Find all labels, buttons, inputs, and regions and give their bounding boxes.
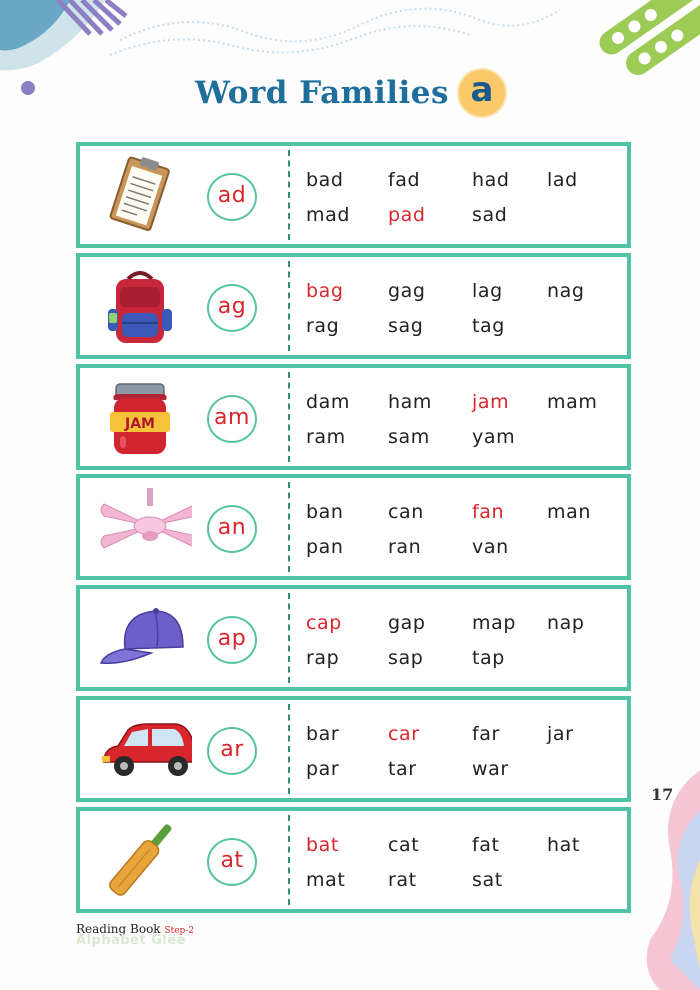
page-number: 17 (651, 785, 674, 804)
word: sag (388, 314, 424, 337)
word: van (472, 536, 509, 559)
word: bad (306, 169, 344, 191)
word-family-row (76, 585, 631, 691)
corner-decoration (590, 0, 700, 80)
word: cap (306, 612, 342, 635)
brand-watermark: Alphabet Glee (76, 933, 186, 948)
word: ham (388, 390, 432, 413)
ceiling-fan-icon (88, 486, 192, 570)
dashed-divider (288, 150, 290, 240)
word: mad (306, 204, 351, 226)
word: bar (306, 722, 340, 745)
family-label-ad: ad (207, 173, 257, 221)
dashed-divider (288, 815, 290, 905)
family-label-am: am (207, 395, 257, 443)
family-label-ap: ap (207, 616, 257, 664)
family-label-an: an (207, 505, 257, 553)
dashed-divider (288, 372, 290, 462)
word: tag (472, 314, 505, 337)
word: fad (388, 169, 421, 191)
word-family-row (76, 696, 631, 802)
word: fat (472, 833, 500, 856)
word-list (306, 168, 626, 238)
word: rap (306, 647, 340, 670)
word: mam (547, 390, 598, 413)
family-label-ar: ar (207, 727, 257, 775)
word: hat (547, 833, 580, 856)
word: pad (388, 204, 426, 226)
word-family-row (76, 807, 631, 913)
word: ran (388, 536, 422, 559)
word: yam (472, 425, 516, 448)
word: sad (472, 204, 508, 226)
word: car (388, 722, 420, 745)
word: pan (306, 536, 344, 559)
jam-jar-icon (98, 376, 182, 460)
family-label-at: at (207, 838, 257, 886)
word: man (547, 501, 591, 524)
cricket-bat-icon (98, 819, 182, 903)
book-title: Reading Book (76, 922, 161, 936)
word: nap (547, 612, 585, 635)
car-icon (88, 708, 192, 792)
dashed-divider (288, 593, 290, 683)
word-family-row (76, 364, 631, 470)
jar-label: JAM (125, 415, 155, 432)
word: lad (547, 169, 578, 191)
word: rag (306, 314, 340, 337)
word: far (472, 722, 500, 745)
word-list (306, 611, 626, 681)
word: par (306, 757, 340, 780)
word: can (388, 501, 424, 524)
footer (76, 922, 195, 948)
word-list (306, 279, 626, 349)
word: jar (547, 722, 574, 745)
word: sat (472, 868, 503, 891)
dashed-divider (288, 704, 290, 794)
word: rat (388, 868, 417, 891)
backpack-icon (98, 265, 182, 349)
word: gag (388, 279, 426, 302)
row-picture-cell (80, 368, 288, 466)
word: nag (547, 279, 585, 302)
word: sap (388, 647, 424, 670)
word-family-row (76, 474, 631, 580)
word-list (306, 500, 626, 570)
dashed-divider (288, 261, 290, 351)
word: ban (306, 501, 344, 524)
cap-icon (96, 597, 186, 681)
word: had (472, 169, 510, 191)
row-picture-cell (80, 811, 288, 909)
word: war (472, 757, 509, 780)
row-picture-cell (80, 589, 288, 687)
dashed-divider (288, 482, 290, 572)
title-area (0, 70, 700, 116)
word: mat (306, 868, 346, 891)
step-label: Step-2 (164, 926, 195, 936)
word: bat (306, 833, 339, 856)
word: lag (472, 279, 503, 302)
word-list (306, 833, 626, 903)
word: tar (388, 757, 417, 780)
page-title: Word Families (195, 75, 449, 111)
word-family-table (76, 142, 631, 918)
word: sam (388, 425, 430, 448)
title-letter-badge: a (459, 70, 505, 116)
row-picture-cell (80, 478, 288, 576)
family-label-ag: ag (207, 284, 257, 332)
word: fan (472, 501, 505, 524)
word: map (472, 612, 517, 635)
word-list (306, 390, 626, 460)
row-picture-cell (80, 146, 288, 244)
word-family-row (76, 253, 631, 359)
row-picture-cell (80, 700, 288, 798)
word-family-row (76, 142, 631, 248)
word-list (306, 722, 626, 792)
word: bag (306, 279, 344, 302)
word: jam (472, 390, 510, 413)
row-picture-cell (80, 257, 288, 355)
word: dam (306, 390, 351, 413)
word: tap (472, 647, 505, 670)
clipboard-icon (98, 154, 182, 238)
word: cat (388, 833, 420, 856)
word: ram (306, 425, 346, 448)
word: gap (388, 612, 426, 635)
